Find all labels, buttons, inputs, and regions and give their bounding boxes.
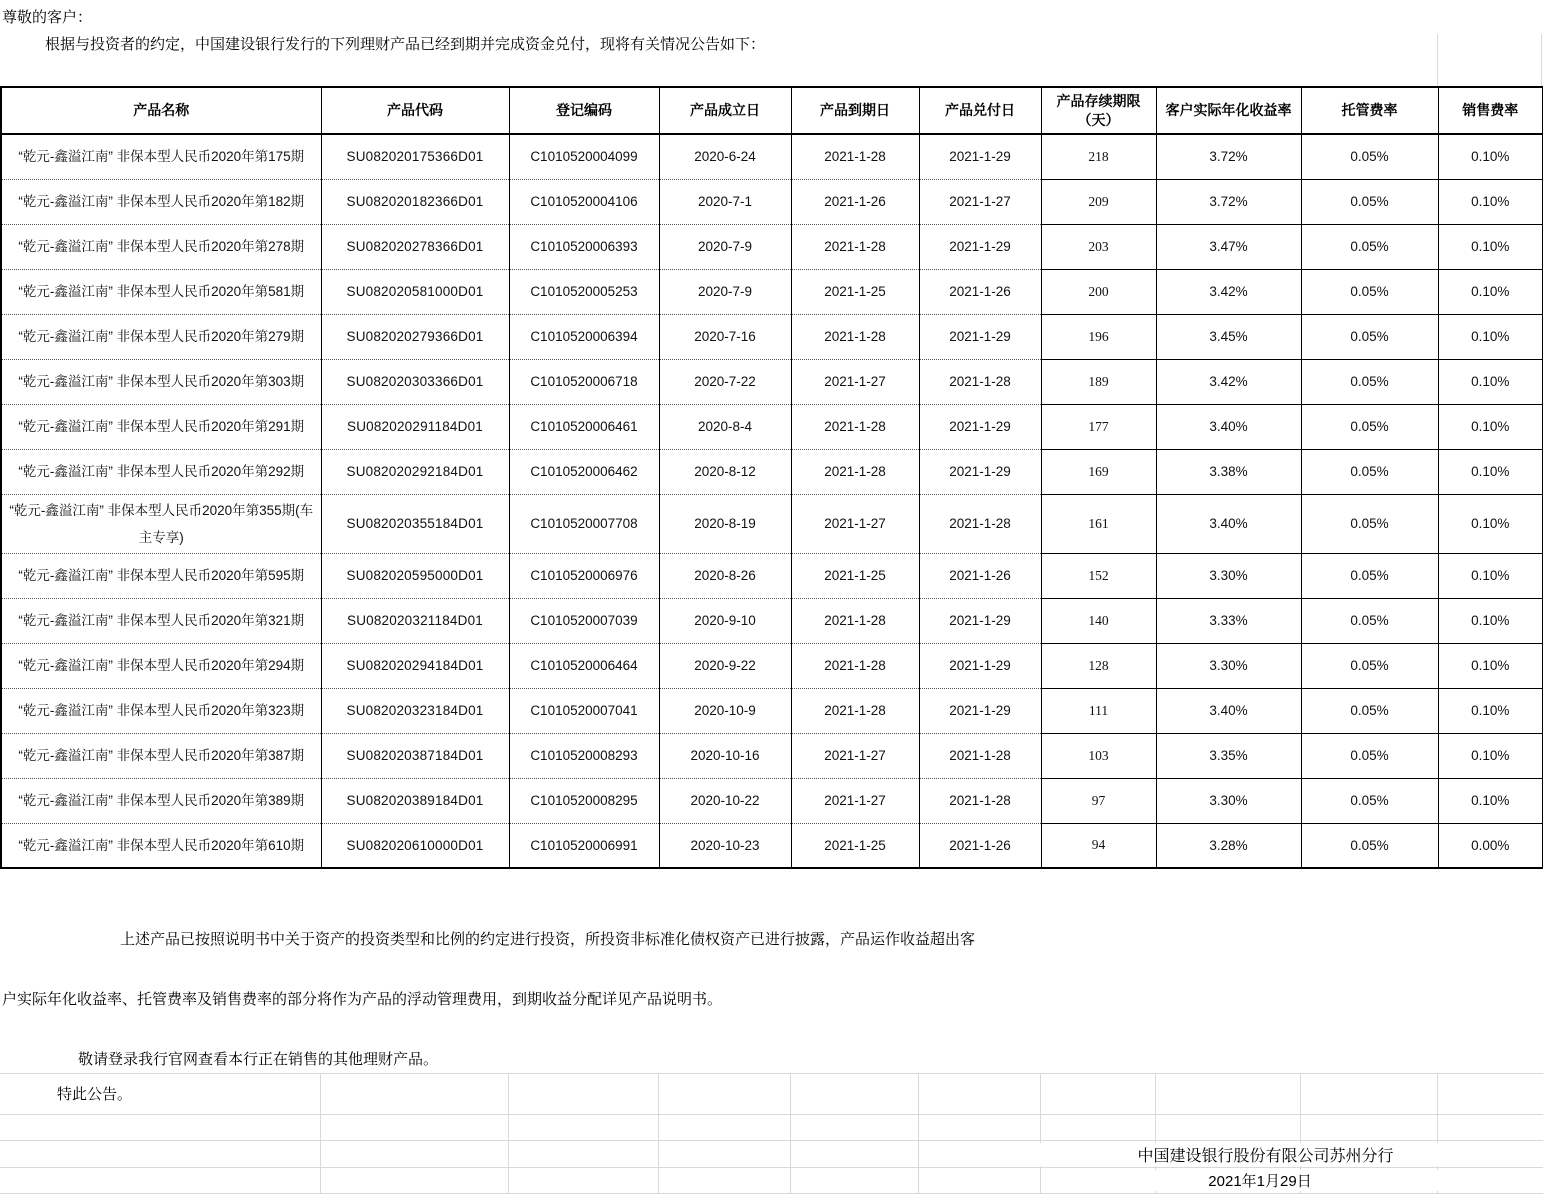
header-payment-date: 产品兑付日 xyxy=(919,87,1041,134)
register-code-cell: C1010520005253 xyxy=(509,269,659,314)
payment-date-cell: 2021-1-29 xyxy=(919,134,1041,179)
table-row xyxy=(1,269,1543,314)
header-start-date: 产品成立日 xyxy=(659,87,791,134)
payment-date-cell: 2021-1-28 xyxy=(919,359,1041,404)
product-code-cell: SU082020581000D01 xyxy=(321,269,509,314)
payment-date-cell: 2021-1-28 xyxy=(919,494,1041,553)
table-row xyxy=(1,314,1543,359)
footer-paragraph-4: 特此公告。 xyxy=(57,1086,133,1103)
register-code-cell: C1010520006718 xyxy=(509,359,659,404)
payment-date-cell: 2021-1-26 xyxy=(919,269,1041,314)
table-row xyxy=(1,598,1543,643)
maturity-date-cell: 2021-1-25 xyxy=(791,823,919,868)
start-date-cell: 2020-8-12 xyxy=(659,449,791,494)
duration-days-cell: 169 xyxy=(1041,449,1156,494)
product-name-cell: “乾元-鑫溢江南” 非保本型人民币2020年第323期 xyxy=(1,688,321,733)
duration-days-cell: 97 xyxy=(1041,778,1156,823)
gridline-horizontal xyxy=(0,1167,1543,1168)
gridline-vertical xyxy=(1541,34,1542,86)
duration-days-cell: 128 xyxy=(1041,643,1156,688)
register-code-cell: C1010520006976 xyxy=(509,553,659,598)
gridline-horizontal xyxy=(0,1140,1543,1141)
maturity-date-cell: 2021-1-28 xyxy=(791,643,919,688)
start-date-cell: 2020-9-10 xyxy=(659,598,791,643)
product-code-cell: SU082020175366D01 xyxy=(321,134,509,179)
sales-fee-cell: 0.10% xyxy=(1438,224,1543,269)
product-name-cell: “乾元-鑫溢江南” 非保本型人民币2020年第175期 xyxy=(1,134,321,179)
register-code-cell: C1010520007708 xyxy=(509,494,659,553)
payment-date-cell: 2021-1-29 xyxy=(919,449,1041,494)
custody-fee-cell: 0.05% xyxy=(1301,134,1438,179)
product-name-cell: “乾元-鑫溢江南” 非保本型人民币2020年第278期 xyxy=(1,224,321,269)
product-name-cell: “乾元-鑫溢江南” 非保本型人民币2020年第581期 xyxy=(1,269,321,314)
custody-fee-cell: 0.05% xyxy=(1301,179,1438,224)
custody-fee-cell: 0.05% xyxy=(1301,494,1438,553)
sales-fee-cell: 0.10% xyxy=(1438,643,1543,688)
custody-fee-cell: 0.05% xyxy=(1301,269,1438,314)
sales-fee-cell: 0.10% xyxy=(1438,359,1543,404)
duration-days-cell: 111 xyxy=(1041,688,1156,733)
start-date-cell: 2020-8-4 xyxy=(659,404,791,449)
duration-days-cell: 189 xyxy=(1041,359,1156,404)
start-date-cell: 2020-7-22 xyxy=(659,359,791,404)
table-row xyxy=(1,494,1543,553)
product-code-cell: SU082020323184D01 xyxy=(321,688,509,733)
maturity-date-cell: 2021-1-28 xyxy=(791,314,919,359)
register-code-cell: C1010520006461 xyxy=(509,404,659,449)
sales-fee-cell: 0.10% xyxy=(1438,314,1543,359)
product-name-cell: “乾元-鑫溢江南” 非保本型人民币2020年第595期 xyxy=(1,553,321,598)
table-row xyxy=(1,643,1543,688)
sales-fee-cell: 0.10% xyxy=(1438,404,1543,449)
table-row xyxy=(1,688,1543,733)
maturity-date-cell: 2021-1-28 xyxy=(791,404,919,449)
table-row xyxy=(1,778,1543,823)
actual-yield-cell: 3.40% xyxy=(1156,404,1301,449)
product-name-cell: “乾元-鑫溢江南” 非保本型人民币2020年第182期 xyxy=(1,179,321,224)
gridline-vertical xyxy=(320,1073,321,1193)
register-code-cell: C1010520006464 xyxy=(509,643,659,688)
gridline-vertical xyxy=(658,1073,659,1193)
register-code-cell: C1010520004099 xyxy=(509,134,659,179)
table-row xyxy=(1,449,1543,494)
sales-fee-cell: 0.10% xyxy=(1438,733,1543,778)
sales-fee-cell: 0.10% xyxy=(1438,494,1543,553)
table-row xyxy=(1,179,1543,224)
duration-days-cell: 177 xyxy=(1041,404,1156,449)
register-code-cell: C1010520007039 xyxy=(509,598,659,643)
custody-fee-cell: 0.05% xyxy=(1301,314,1438,359)
maturity-date-cell: 2021-1-25 xyxy=(791,553,919,598)
custody-fee-cell: 0.05% xyxy=(1301,553,1438,598)
start-date-cell: 2020-10-23 xyxy=(659,823,791,868)
start-date-cell: 2020-10-22 xyxy=(659,778,791,823)
payment-date-cell: 2021-1-26 xyxy=(919,553,1041,598)
issuer-signature: 中国建设银行股份有限公司苏州分行 xyxy=(988,1143,1543,1166)
duration-days-cell: 140 xyxy=(1041,598,1156,643)
product-code-cell: SU082020610000D01 xyxy=(321,823,509,868)
product-name-cell: “乾元-鑫溢江南” 非保本型人民币2020年第303期 xyxy=(1,359,321,404)
duration-days-cell: 161 xyxy=(1041,494,1156,553)
payment-date-cell: 2021-1-28 xyxy=(919,778,1041,823)
start-date-cell: 2020-6-24 xyxy=(659,134,791,179)
product-code-cell: SU082020355184D01 xyxy=(321,494,509,553)
start-date-cell: 2020-9-22 xyxy=(659,643,791,688)
announcement-date: 2021年1月29日 xyxy=(1060,1170,1460,1191)
maturity-date-cell: 2021-1-25 xyxy=(791,269,919,314)
sales-fee-cell: 0.10% xyxy=(1438,134,1543,179)
register-code-cell: C1010520008293 xyxy=(509,733,659,778)
custody-fee-cell: 0.05% xyxy=(1301,449,1438,494)
sales-fee-cell: 0.10% xyxy=(1438,449,1543,494)
actual-yield-cell: 3.42% xyxy=(1156,269,1301,314)
header-sales-fee: 销售费率 xyxy=(1438,87,1543,134)
actual-yield-cell: 3.72% xyxy=(1156,179,1301,224)
product-name-cell: “乾元-鑫溢江南” 非保本型人民币2020年第389期 xyxy=(1,778,321,823)
actual-yield-cell: 3.35% xyxy=(1156,733,1301,778)
header-register-code: 登记编码 xyxy=(509,87,659,134)
intro-line: 根据与投资者的约定，中国建设银行发行的下列理财产品已经到期并完成资金兑付，现将有关情况公告如下： xyxy=(45,36,766,53)
actual-yield-cell: 3.30% xyxy=(1156,553,1301,598)
table-row xyxy=(1,224,1543,269)
start-date-cell: 2020-7-1 xyxy=(659,179,791,224)
gridline-vertical xyxy=(1437,34,1438,86)
custody-fee-cell: 0.05% xyxy=(1301,598,1438,643)
header-product-code: 产品代码 xyxy=(321,87,509,134)
footer-paragraph-2: 户实际年化收益率、托管费率及销售费率的部分将作为产品的浮动管理费用，到期收益分配详见产品说明书。 xyxy=(2,991,723,1008)
product-code-cell: SU082020182366D01 xyxy=(321,179,509,224)
payment-date-cell: 2021-1-29 xyxy=(919,643,1041,688)
product-code-cell: SU082020279366D01 xyxy=(321,314,509,359)
maturity-date-cell: 2021-1-27 xyxy=(791,494,919,553)
actual-yield-cell: 3.47% xyxy=(1156,224,1301,269)
footer-paragraph-3: 敬请登录我行官网查看本行正在销售的其他理财产品。 xyxy=(78,1051,439,1068)
duration-days-cell: 218 xyxy=(1041,134,1156,179)
actual-yield-cell: 3.42% xyxy=(1156,359,1301,404)
sales-fee-cell: 0.10% xyxy=(1438,778,1543,823)
sales-fee-cell: 0.10% xyxy=(1438,179,1543,224)
maturity-date-cell: 2021-1-28 xyxy=(791,598,919,643)
maturity-date-cell: 2021-1-28 xyxy=(791,224,919,269)
custody-fee-cell: 0.05% xyxy=(1301,224,1438,269)
sales-fee-cell: 0.10% xyxy=(1438,269,1543,314)
sales-fee-cell: 0.10% xyxy=(1438,688,1543,733)
table-row xyxy=(1,823,1543,868)
product-code-cell: SU082020291184D01 xyxy=(321,404,509,449)
product-code-cell: SU082020387184D01 xyxy=(321,733,509,778)
custody-fee-cell: 0.05% xyxy=(1301,733,1438,778)
product-code-cell: SU082020389184D01 xyxy=(321,778,509,823)
duration-days-cell: 196 xyxy=(1041,314,1156,359)
actual-yield-cell: 3.30% xyxy=(1156,643,1301,688)
header-actual-yield: 客户实际年化收益率 xyxy=(1156,87,1301,134)
sales-fee-cell: 0.10% xyxy=(1438,598,1543,643)
product-name-cell: “乾元-鑫溢江南” 非保本型人民币2020年第292期 xyxy=(1,449,321,494)
start-date-cell: 2020-7-16 xyxy=(659,314,791,359)
table-row xyxy=(1,733,1543,778)
products-table-header xyxy=(1,87,1543,134)
payment-date-cell: 2021-1-29 xyxy=(919,314,1041,359)
custody-fee-cell: 0.05% xyxy=(1301,643,1438,688)
register-code-cell: C1010520006991 xyxy=(509,823,659,868)
custody-fee-cell: 0.05% xyxy=(1301,778,1438,823)
product-code-cell: SU082020595000D01 xyxy=(321,553,509,598)
products-table-body xyxy=(1,134,1543,868)
payment-date-cell: 2021-1-27 xyxy=(919,179,1041,224)
table-row xyxy=(1,359,1543,404)
product-code-cell: SU082020303366D01 xyxy=(321,359,509,404)
payment-date-cell: 2021-1-29 xyxy=(919,598,1041,643)
maturity-date-cell: 2021-1-28 xyxy=(791,134,919,179)
register-code-cell: C1010520006462 xyxy=(509,449,659,494)
products-table xyxy=(0,86,1543,869)
payment-date-cell: 2021-1-26 xyxy=(919,823,1041,868)
maturity-date-cell: 2021-1-27 xyxy=(791,359,919,404)
header-product-name: 产品名称 xyxy=(1,87,321,134)
actual-yield-cell: 3.28% xyxy=(1156,823,1301,868)
payment-date-cell: 2021-1-28 xyxy=(919,733,1041,778)
custody-fee-cell: 0.05% xyxy=(1301,359,1438,404)
custody-fee-cell: 0.05% xyxy=(1301,823,1438,868)
actual-yield-cell: 3.40% xyxy=(1156,494,1301,553)
maturity-date-cell: 2021-1-28 xyxy=(791,688,919,733)
header-duration-days: 产品存续期限（天） xyxy=(1041,87,1156,134)
sales-fee-cell: 0.10% xyxy=(1438,553,1543,598)
maturity-date-cell: 2021-1-26 xyxy=(791,179,919,224)
actual-yield-cell: 3.33% xyxy=(1156,598,1301,643)
header-maturity-date: 产品到期日 xyxy=(791,87,919,134)
product-name-cell: “乾元-鑫溢江南” 非保本型人民币2020年第291期 xyxy=(1,404,321,449)
product-code-cell: SU082020292184D01 xyxy=(321,449,509,494)
duration-days-cell: 103 xyxy=(1041,733,1156,778)
register-code-cell: C1010520008295 xyxy=(509,778,659,823)
register-code-cell: C1010520007041 xyxy=(509,688,659,733)
start-date-cell: 2020-8-19 xyxy=(659,494,791,553)
gridline-vertical xyxy=(790,1073,791,1193)
product-name-cell: “乾元-鑫溢江南” 非保本型人民币2020年第610期 xyxy=(1,823,321,868)
start-date-cell: 2020-10-9 xyxy=(659,688,791,733)
start-date-cell: 2020-7-9 xyxy=(659,269,791,314)
payment-date-cell: 2021-1-29 xyxy=(919,688,1041,733)
gridline-vertical xyxy=(508,1073,509,1193)
table-row xyxy=(1,134,1543,179)
duration-days-cell: 209 xyxy=(1041,179,1156,224)
start-date-cell: 2020-10-16 xyxy=(659,733,791,778)
actual-yield-cell: 3.45% xyxy=(1156,314,1301,359)
products-table-wrapper xyxy=(0,86,1543,869)
duration-days-cell: 94 xyxy=(1041,823,1156,868)
start-date-cell: 2020-7-9 xyxy=(659,224,791,269)
custody-fee-cell: 0.05% xyxy=(1301,404,1438,449)
sales-fee-cell: 0.00% xyxy=(1438,823,1543,868)
duration-days-cell: 200 xyxy=(1041,269,1156,314)
product-name-cell: “乾元-鑫溢江南” 非保本型人民币2020年第355期(车主专享) xyxy=(1,494,321,553)
product-name-cell: “乾元-鑫溢江南” 非保本型人民币2020年第321期 xyxy=(1,598,321,643)
actual-yield-cell: 3.40% xyxy=(1156,688,1301,733)
product-code-cell: SU082020278366D01 xyxy=(321,224,509,269)
gridline-vertical xyxy=(918,1073,919,1193)
table-row xyxy=(1,404,1543,449)
actual-yield-cell: 3.72% xyxy=(1156,134,1301,179)
maturity-date-cell: 2021-1-28 xyxy=(791,449,919,494)
register-code-cell: C1010520006394 xyxy=(509,314,659,359)
product-code-cell: SU082020294184D01 xyxy=(321,643,509,688)
payment-date-cell: 2021-1-29 xyxy=(919,404,1041,449)
table-row xyxy=(1,553,1543,598)
duration-days-cell: 152 xyxy=(1041,553,1156,598)
payment-date-cell: 2021-1-29 xyxy=(919,224,1041,269)
product-code-cell: SU082020321184D01 xyxy=(321,598,509,643)
product-name-cell: “乾元-鑫溢江南” 非保本型人民币2020年第387期 xyxy=(1,733,321,778)
register-code-cell: C1010520006393 xyxy=(509,224,659,269)
product-name-cell: “乾元-鑫溢江南” 非保本型人民币2020年第279期 xyxy=(1,314,321,359)
gridline-horizontal xyxy=(0,1114,1543,1115)
greeting-line: 尊敬的客户： xyxy=(2,9,93,26)
header-custody-fee: 托管费率 xyxy=(1301,87,1438,134)
actual-yield-cell: 3.30% xyxy=(1156,778,1301,823)
gridline-vertical xyxy=(1040,1073,1041,1193)
product-name-cell: “乾元-鑫溢江南” 非保本型人民币2020年第294期 xyxy=(1,643,321,688)
gridline-horizontal xyxy=(0,1073,1543,1074)
footer-paragraph-1: 上述产品已按照说明书中关于资产的投资类型和比例的约定进行投资，所投资非标准化债权资产已进行披露，产品运作收益超出客 xyxy=(120,931,976,948)
maturity-date-cell: 2021-1-27 xyxy=(791,733,919,778)
duration-days-cell: 203 xyxy=(1041,224,1156,269)
actual-yield-cell: 3.38% xyxy=(1156,449,1301,494)
register-code-cell: C1010520004106 xyxy=(509,179,659,224)
custody-fee-cell: 0.05% xyxy=(1301,688,1438,733)
maturity-date-cell: 2021-1-27 xyxy=(791,778,919,823)
start-date-cell: 2020-8-26 xyxy=(659,553,791,598)
